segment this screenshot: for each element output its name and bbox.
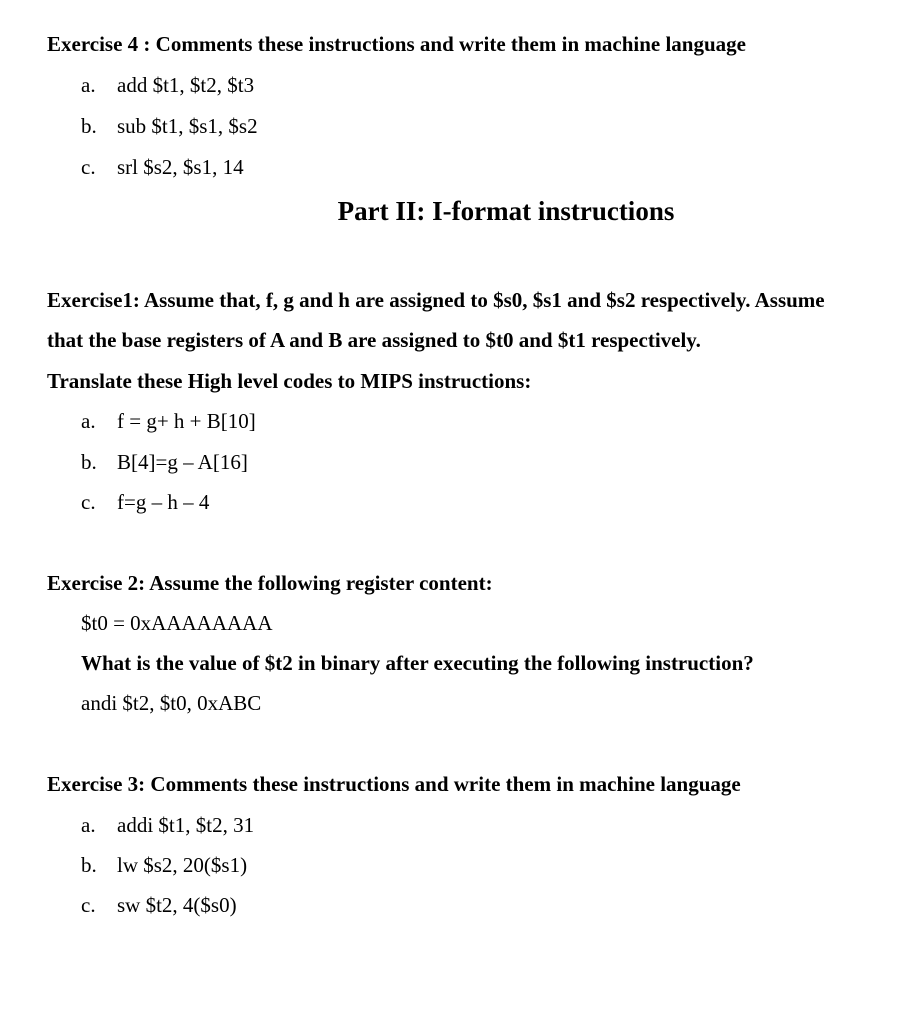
code-text: f = g+ h + B[10] [117, 409, 256, 433]
exercise2-heading: Exercise 2: Assume the following register content: [47, 571, 493, 595]
list-marker: a. [81, 813, 96, 837]
exercise4-item-c [81, 155, 244, 179]
exercise1-line-3: Translate these High level codes to MIPS instructions: [47, 369, 532, 393]
instruction-text: srl $s2, $s1, 14 [117, 155, 244, 179]
list-marker: c. [81, 490, 96, 514]
instruction-text: add $t1, $t2, $t3 [117, 73, 255, 97]
exercise3-item-b [81, 853, 247, 877]
instruction-text: sw $t2, 4($s0) [117, 893, 237, 917]
exercise3-item-c [81, 893, 237, 917]
exercise3-item-a [81, 813, 254, 837]
exercise4-item-a [81, 73, 254, 97]
exercise1-item-a [81, 409, 256, 433]
exercise1-item-b [81, 450, 248, 474]
list-marker: b. [81, 450, 97, 474]
exercise2-question: What is the value of $t2 in binary after executing the following instruction? [81, 651, 754, 675]
list-marker: a. [81, 73, 96, 97]
code-text: B[4]=g – A[16] [117, 450, 248, 474]
register-content: $t0 = 0xAAAAAAAA [81, 611, 273, 635]
exercise4-heading: Exercise 4 : Comments these instructions and write them in machine language [47, 32, 746, 56]
instruction-text: addi $t1, $t2, 31 [117, 813, 255, 837]
list-marker: b. [81, 114, 97, 138]
section-title: Part II: I-format instructions [337, 196, 675, 226]
list-marker: a. [81, 409, 96, 433]
exercise3-heading: Exercise 3: Comments these instructions and write them in machine language [47, 772, 741, 796]
exercise1-line-2: that the base registers of A and B are assigned to $t0 and $t1 respectively. [47, 328, 701, 352]
exercise1-line-1: Exercise1: Assume that, f, g and h are assigned to $s0, $s1 and $s2 respectively. Assume [47, 288, 825, 312]
exercise4-item-b [81, 114, 258, 138]
list-marker: c. [81, 893, 96, 917]
list-marker: c. [81, 155, 96, 179]
code-text: f=g – h – 4 [117, 490, 210, 514]
list-marker: b. [81, 853, 97, 877]
instruction-text: sub $t1, $s1, $s2 [117, 114, 258, 138]
exercise1-item-c [81, 490, 209, 514]
instruction-text: lw $s2, 20($s1) [117, 853, 248, 877]
exercise2-instruction: andi $t2, $t0, 0xABC [81, 691, 262, 715]
